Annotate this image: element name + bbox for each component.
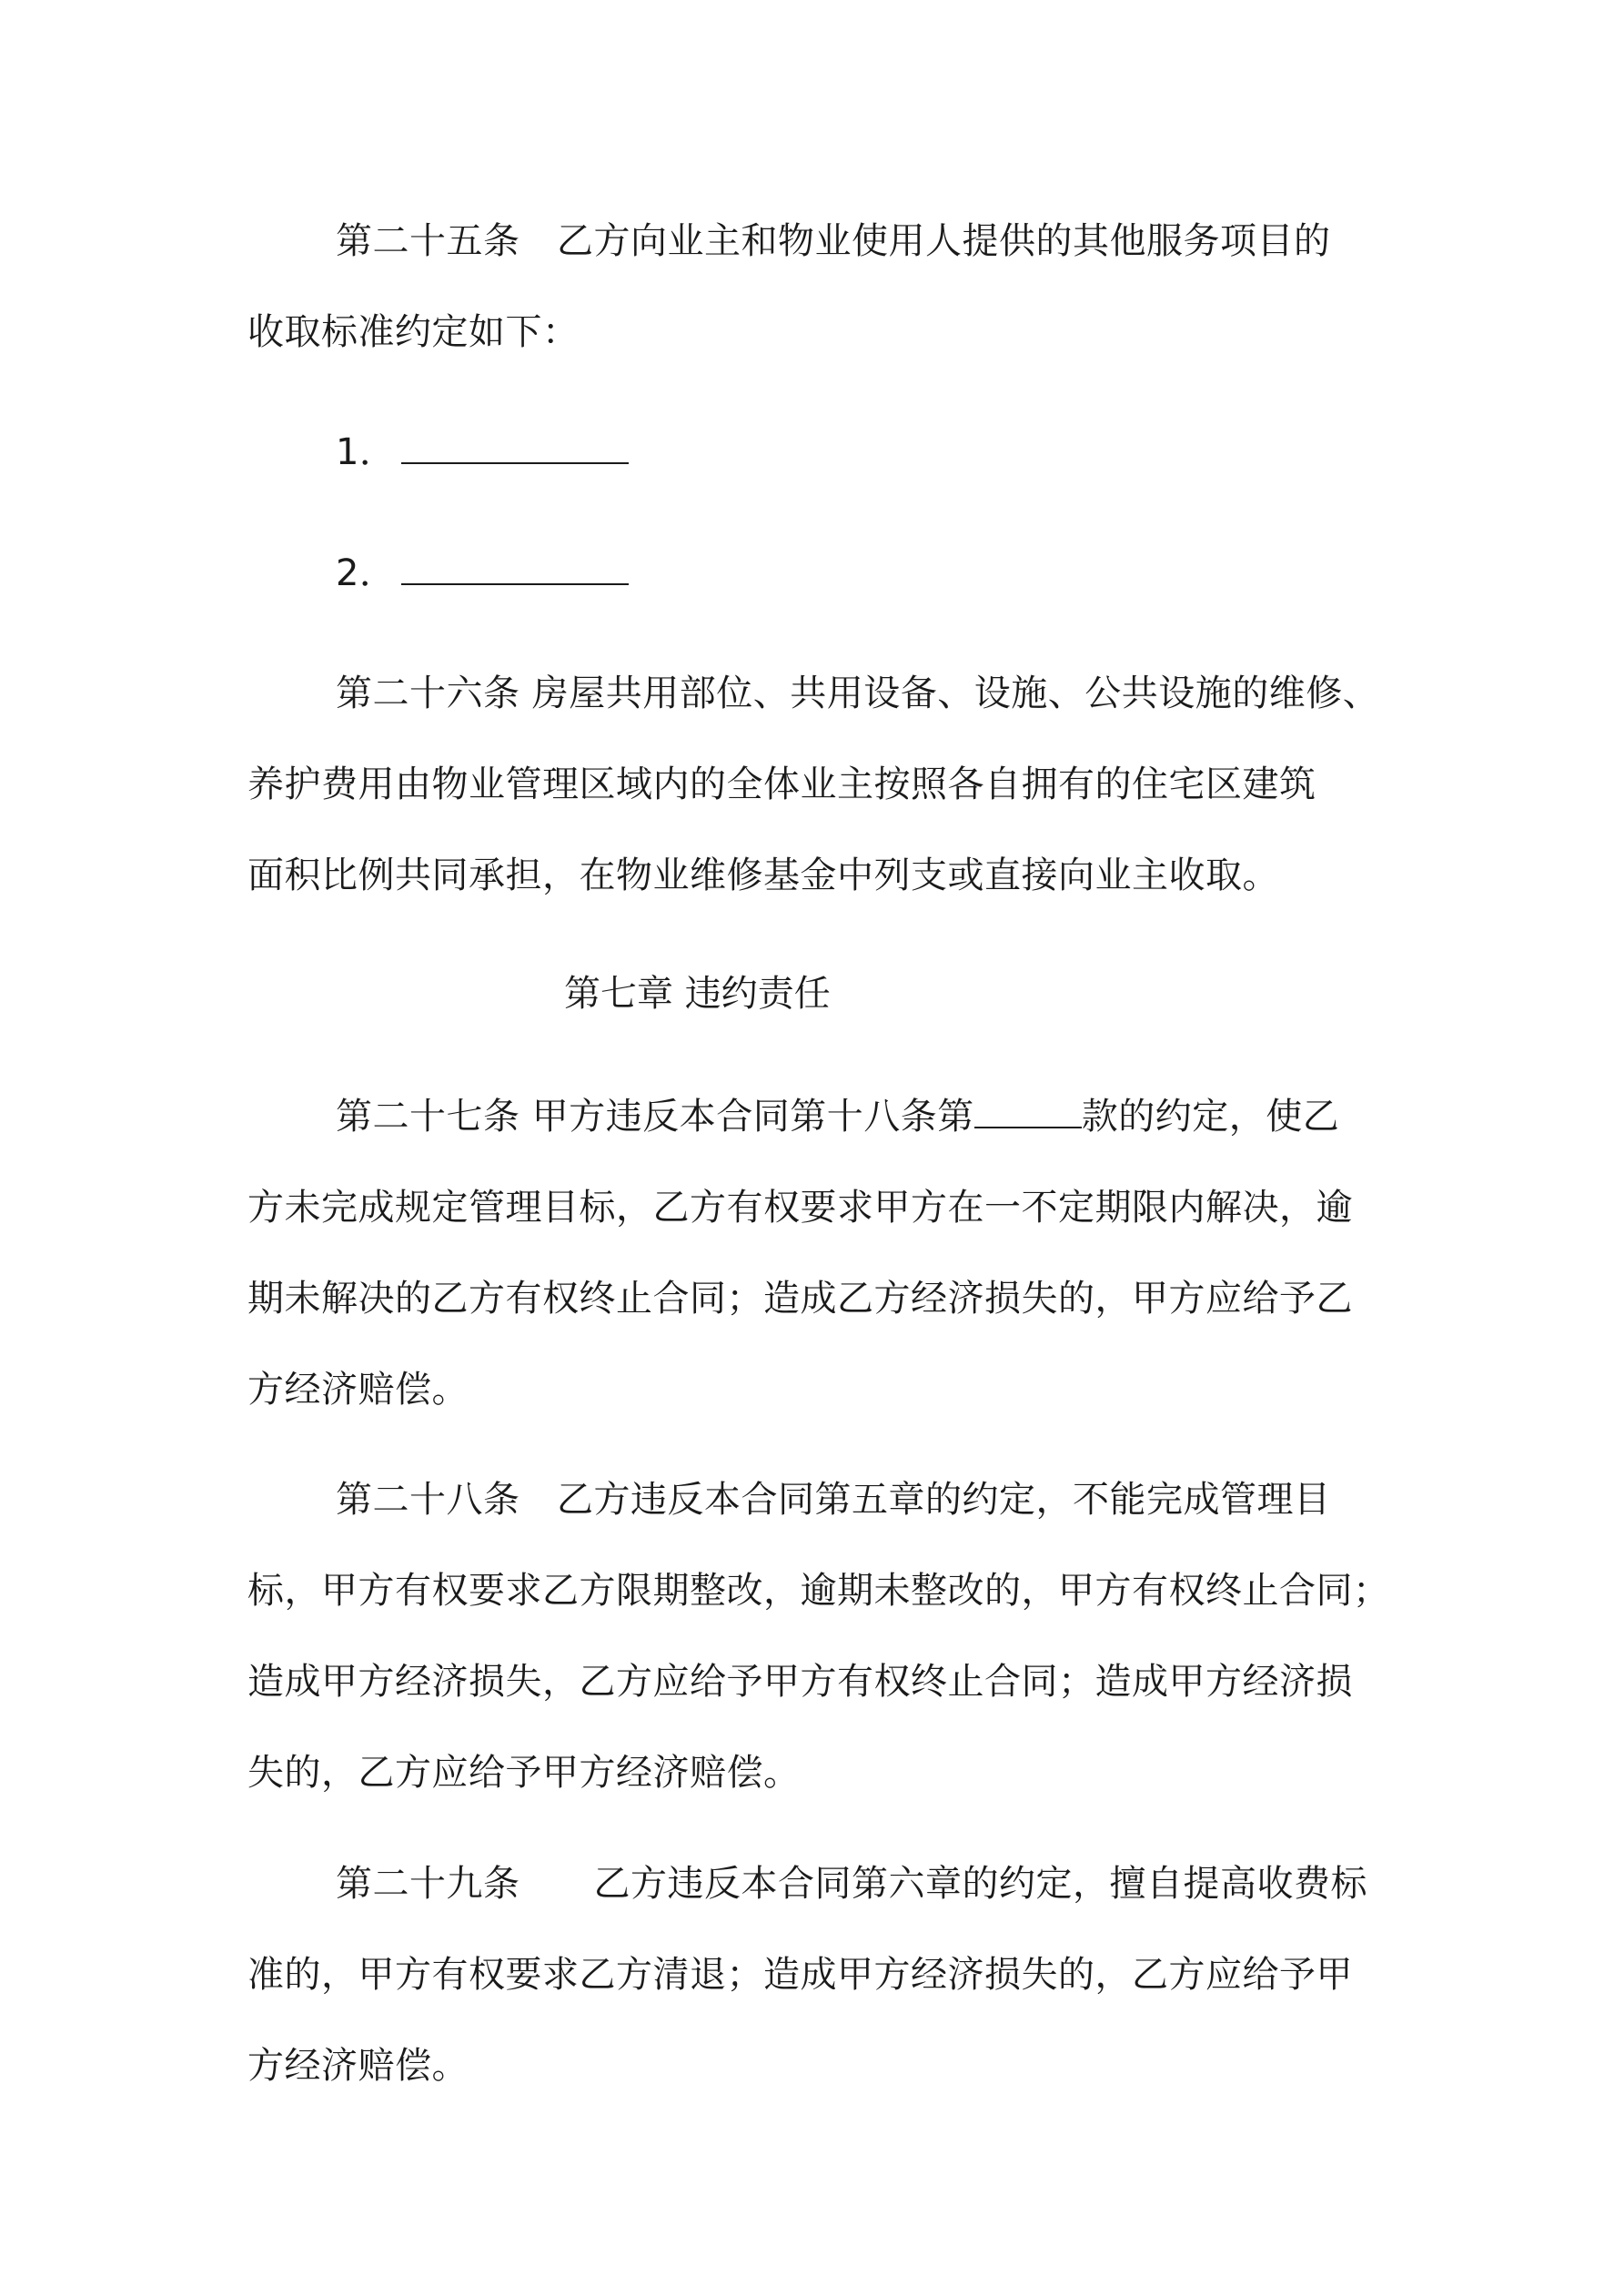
article-25-line-2: 收取标准约定如下： [247,311,580,353]
article-28-line-3: 造成甲方经济损失，乙方应给予甲方有权终止合同；造成甲方经济损 [247,1661,1353,1703]
article-27-clause-blank[interactable] [974,1079,1082,1128]
fee-item-1-blank[interactable] [401,415,629,464]
article-26 [247,648,1380,921]
fee-item-2-number: 2． [336,552,397,594]
article-27-line-1-before: 第二十七条 甲方违反本合同第十八条第 [336,1096,974,1138]
fee-item-1-number: 1． [336,431,397,473]
fee-item-2-blank[interactable] [401,536,629,585]
article-29-line-2: 准的，甲方有权要求乙方清退；造成甲方经济损失的，乙方应给予甲 [247,1954,1353,1996]
article-29-line-1: 第二十九条 乙方违反本合同第六章的约定，擅自提高收费标 [336,1863,1367,1905]
chapter-7-heading: 第七章 违约责任 [564,973,831,1015]
article-27-line-1-after: 款的约定，使乙 [1081,1096,1340,1138]
article-29-line-3: 方经济赔偿。 [247,2045,469,2087]
article-26-line-1: 第二十六条 房屋共用部位、共用设备、设施、公共设施的维修、 [336,673,1380,714]
article-29 [247,1838,1376,2111]
fee-item-1 [247,407,1376,498]
article-26-line-2: 养护费用由物业管理区域内的全体业主按照各自拥有的住宅区建筑 [247,764,1316,805]
article-27 [247,1071,1376,1435]
article-27-line-3: 期未解决的乙方有权终止合同；造成乙方经济损失的，甲方应给予乙 [247,1278,1353,1320]
article-27-line-4: 方经济赔偿。 [247,1369,469,1411]
article-28 [247,1454,1390,1818]
article-26-line-3: 面积比例共同承担，在物业维修基金中列支或直接向业主收取。 [247,855,1279,896]
article-27-line-2: 方未完成规定管理目标，乙方有权要求甲方在一不定期限内解决，逾 [247,1187,1353,1229]
article-25 [247,196,1376,378]
article-25-line-1: 第二十五条 乙方向业主和物业使用人提供的其他服务项目的 [336,220,1331,262]
article-28-line-2: 标，甲方有权要求乙方限期整改，逾期未整改的，甲方有权终止合同； [247,1570,1390,1612]
article-27-line-1 [247,1071,1376,1162]
article-28-line-1: 第二十八条 乙方违反本合同第五章的约定，不能完成管理目 [336,1479,1331,1521]
fee-item-2 [247,528,1376,619]
article-28-line-4: 失的，乙方应给予甲方经济赔偿。 [247,1752,801,1794]
